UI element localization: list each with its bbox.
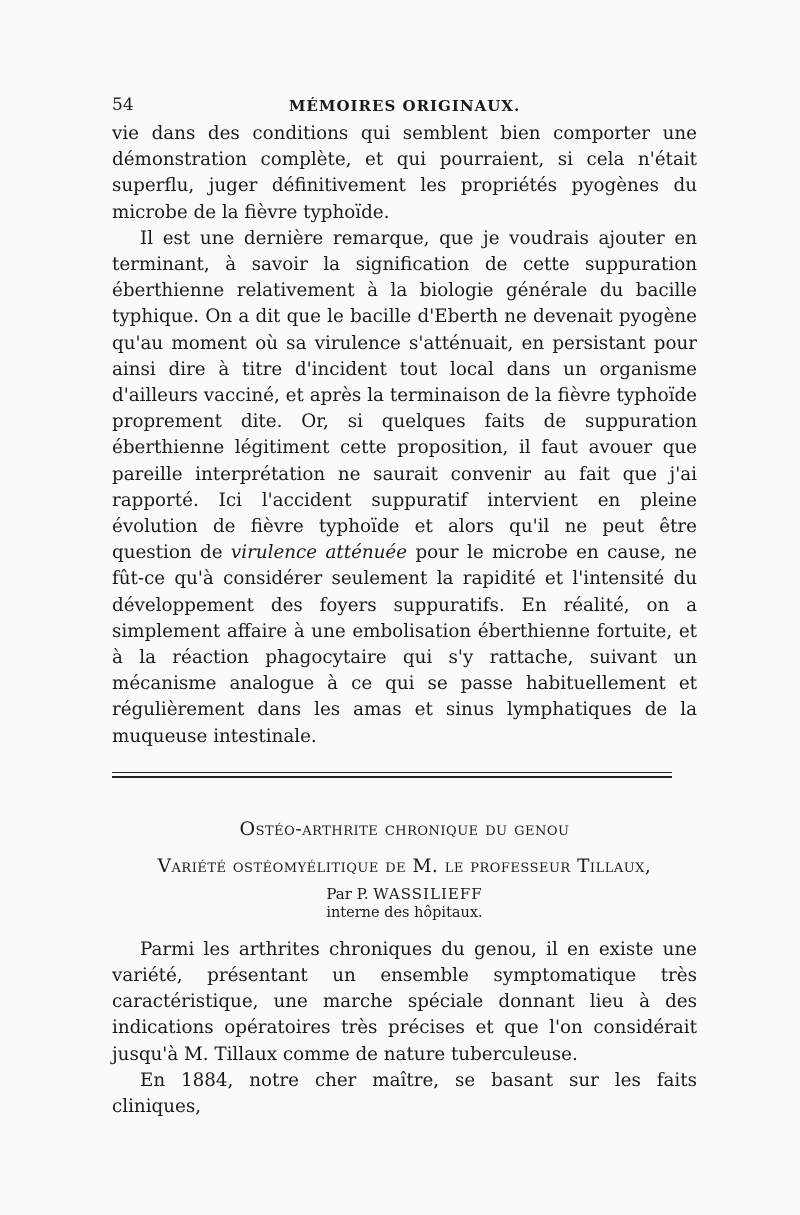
author-affiliation: interne des hôpitaux.: [326, 904, 483, 921]
section-separator: [112, 772, 672, 778]
running-title: MÉMOIRES ORIGINAUX.: [288, 97, 521, 115]
paragraph-text-before: Il est une dernière remarque, que je voudrais ajouter en terminant, à savoir la signification de cette suppuration éberthienne relativement à la biologie générale du bacille typhique. On a dit que le bacille d'Eberth ne devenait pyogène qu'au moment où sa virulence s'atténuait, en persistant pour ainsi dire à titre d'incident tout local dans un organisme d'ailleurs vacciné, et après la terminaison de la fièvre typhoïde proprement dite. Or, si quelques faits de suppuration éberthienne légitiment cette proposition, il faut avouer que pareille interprétation ne saurait convenir au fait que j'ai rapporté. Ici l'accident suppuratif intervient en pleine évolution de fièvre typhoïde et alors qu'il ne peut être question de: [112, 227, 697, 564]
running-head: [112, 95, 697, 121]
article-subtitle: Variété ostéomyélitique de M. le professeur Tillaux,: [157, 855, 652, 877]
page-number: 54: [112, 95, 134, 115]
article-paragraph-2: En 1884, notre cher maître, se basant sur les faits cliniques,: [112, 1069, 697, 1118]
separator-rule-bottom: [112, 776, 672, 778]
page: [112, 95, 697, 1120]
paragraph-continued: vie dans des conditions qui semblent bien comporter une démonstration complète, et qui pourraient, si cela n'était superflu, juger définitivement les propriétés pyogènes du microbe de la fièvre typhoïde.: [112, 123, 697, 223]
author-name: WASSILIEFF: [373, 884, 483, 903]
paragraph-text-after: pour le microbe en cause, ne fût-ce qu'à considérer seulement la rapidité et l'intensité du développement des foyers suppuratifs. En réalité, on a simplement affaire à une embolisation éberthienne fortuite, et à la réaction phagocytaire qui s'y rattache, suivant un mécanisme analogue à ce qui se passe habituellement et régulièrement dans les amas et sinus lymphatiques de la muqueuse intestinale.: [112, 542, 697, 747]
article-paragraph-1: Parmi les arthrites chroniques du genou, il en existe une variété, présentant un ensemble symptomatique très caractéristique, une marche spéciale donnant lieu à des indications opératoires très précises et que l'on considérait jusqu'à M. Tillaux comme de nature tuberculeuse.: [112, 938, 697, 1065]
byline: [112, 885, 697, 904]
paragraph-emphasis: virulence atténuée: [230, 542, 408, 564]
byline-prefix: Par P.: [326, 884, 369, 903]
paragraph-final-remark: [112, 226, 697, 750]
article-title: Ostéo-arthrite chronique du genou: [239, 817, 570, 840]
separator-rule-top: [112, 772, 672, 774]
